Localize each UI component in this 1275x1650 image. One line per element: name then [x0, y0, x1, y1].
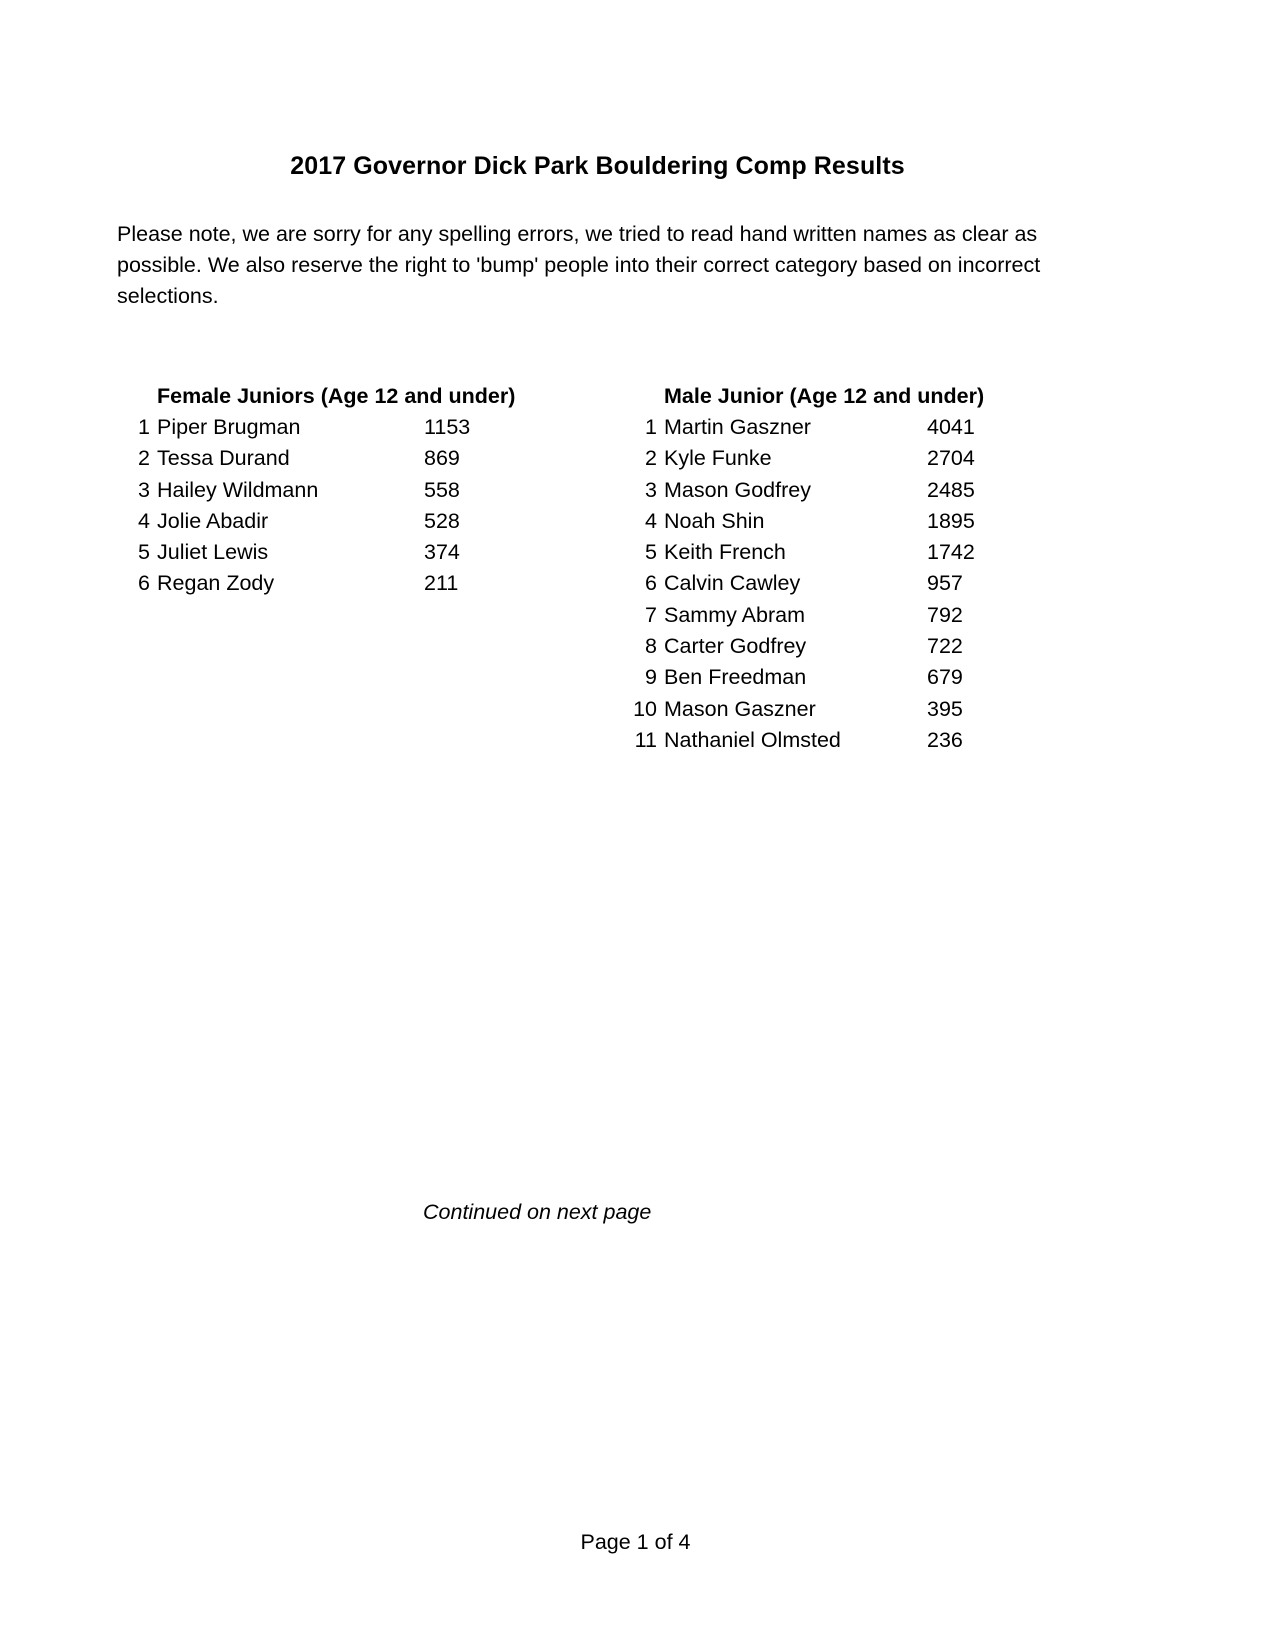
page-title: 2017 Governor Dick Park Bouldering Comp Results	[290, 152, 905, 180]
score: 558	[424, 477, 460, 502]
rank: 5	[138, 540, 150, 565]
score: 2704	[927, 446, 975, 471]
group-heading: Female Juniors (Age 12 and under)	[157, 384, 516, 408]
score: 1895	[927, 508, 975, 533]
competitor-name: Mason Gaszner	[664, 696, 816, 721]
competitor-name: Keith French	[664, 540, 786, 565]
female-juniors-results	[122, 381, 515, 600]
rank: 4	[645, 508, 657, 533]
rank: 6	[138, 571, 150, 596]
continued-note: Continued on next page	[423, 1200, 652, 1224]
results-table	[629, 412, 975, 756]
score: 722	[927, 634, 963, 659]
rank: 1	[138, 415, 150, 439]
table-row	[629, 631, 975, 662]
notice-paragraph: Please note, we are sorry for any spelling errors, we tried to read hand written names as clear as possible. We also reserve the right to 'bump' people into their correct category based on incorrect selections.	[117, 222, 1041, 308]
table-row	[629, 600, 975, 631]
competitor-name: Juliet Lewis	[157, 540, 269, 565]
table-row	[629, 662, 975, 693]
score: 792	[927, 602, 963, 627]
rank: 8	[645, 634, 657, 659]
rank: 3	[138, 477, 150, 502]
rank: 3	[645, 477, 657, 502]
competitor-name: Mason Godfrey	[664, 477, 811, 502]
table-row	[629, 537, 975, 568]
table-row	[122, 475, 470, 506]
table-row	[629, 475, 975, 506]
rank: 2	[645, 446, 657, 471]
score: 1742	[927, 540, 975, 565]
table-row	[122, 443, 470, 474]
score: 957	[927, 571, 963, 596]
results-table	[122, 412, 470, 600]
competitor-name: Sammy Abram	[664, 602, 805, 627]
score: 395	[927, 696, 963, 721]
competitor-name: Noah Shin	[664, 508, 765, 533]
competitor-name: Kyle Funke	[664, 446, 772, 471]
results-body	[122, 412, 470, 600]
competitor-name: Jolie Abadir	[157, 508, 269, 533]
table-row	[629, 694, 975, 725]
table-row	[629, 412, 975, 443]
competitor-name: Ben Freedman	[664, 665, 807, 690]
score: 374	[424, 540, 460, 565]
rank: 2	[138, 446, 150, 471]
score: 528	[424, 508, 460, 533]
score: 679	[927, 665, 963, 690]
competitor-name: Tessa Durand	[157, 446, 290, 471]
male-junior-results	[629, 381, 984, 756]
table-row	[122, 412, 470, 443]
table-row	[122, 506, 470, 537]
rank: 7	[645, 602, 657, 627]
rank: 4	[138, 508, 150, 533]
competitor-name: Piper Brugman	[157, 415, 301, 439]
score: 1153	[424, 415, 471, 439]
rank: 10	[633, 696, 657, 721]
results-body	[629, 412, 975, 756]
competitor-name: Regan Zody	[157, 571, 275, 596]
competitor-name: Martin Gaszner	[664, 415, 811, 439]
rank: 6	[645, 571, 657, 596]
score: 869	[424, 446, 460, 471]
page-number: Page 1 of 4	[580, 1530, 691, 1554]
rank: 11	[634, 727, 657, 752]
rank: 1	[645, 415, 657, 439]
table-row	[122, 537, 470, 568]
rank: 5	[645, 540, 657, 565]
score: 236	[927, 727, 963, 752]
table-row	[629, 568, 975, 599]
score: 2485	[927, 477, 975, 502]
score: 211	[424, 571, 459, 596]
competitor-name: Nathaniel Olmsted	[664, 727, 841, 752]
group-heading: Male Junior (Age 12 and under)	[664, 384, 985, 408]
rank: 9	[645, 665, 657, 690]
table-row	[629, 443, 975, 474]
table-row	[122, 568, 470, 599]
score: 4041	[927, 415, 975, 439]
table-row	[629, 725, 975, 756]
competitor-name: Carter Godfrey	[664, 634, 807, 659]
competitor-name: Hailey Wildmann	[157, 477, 319, 502]
table-row	[629, 506, 975, 537]
competitor-name: Calvin Cawley	[664, 571, 801, 596]
